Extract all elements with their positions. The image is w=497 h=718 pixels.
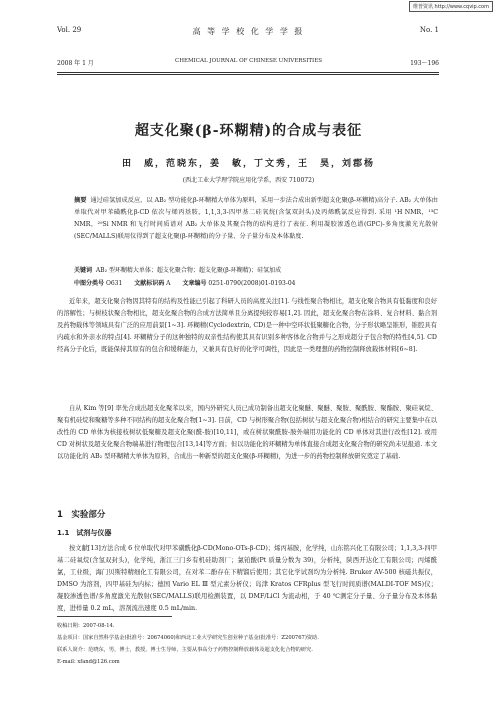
- journal-title-en: CHEMICAL JOURNAL OF CHINESE UNIVERSITIES: [174, 58, 322, 64]
- footnotes: [57, 620, 437, 668]
- article-id-value: 0251-0790(2008)01-0193-04: [208, 280, 296, 287]
- header-rule: [57, 72, 439, 73]
- doc-code-value: A: [166, 280, 171, 287]
- footnote-received: 收稿日期：2007-08-14.: [57, 623, 115, 629]
- intro-paragraph-2: 自从 Kim 等[9] 率先合成出超支化聚苯以来，国内外研究人员已成功制备出超支化聚醚、聚醚、聚胺、聚酰胺、聚酯胺、聚硅氧烷、聚有机硅烷和聚糖等多种不同结构的超支化聚合物[1~3]. 目前，CD 与树形聚合物(包括树状与超支化聚合物)相结合的研究主要集中在以改性的 CD 单体为核接枝树状低聚糖及超支化聚(酰-胺)[10,11]，或在树状聚酰胺-胺外端用功能化的 CD 单体对其进行改性[12]. 或用 CD 对树状及超支化聚合物端基进行物理包合[13,14]等方面；但以功能化的环糊精为单体直接合成超支化聚合物的研究尚未见报道. 本文以功能化的 AB₂ 型环糊精大单体为原料，合成出一种新型的超支化聚(β-环糊精)，为进一步的药物控制释放研究奠定了基础.: [57, 405, 437, 461]
- footnote-rule: [57, 616, 172, 617]
- clc-label: 中图分类号: [74, 280, 105, 287]
- issue-label: No. 1: [419, 26, 439, 34]
- article-id-label: 文章编号: [182, 280, 207, 287]
- keywords-label: 关键词: [74, 267, 93, 274]
- issue-date: 2008 年 1 月: [57, 60, 94, 67]
- abstract: [74, 195, 438, 243]
- footnote-email: E-mail: xfand@126.com: [57, 659, 120, 665]
- section-heading: 1 实验部分: [57, 510, 106, 520]
- subsection-heading: 1.1 试剂与仪器: [57, 529, 112, 537]
- keywords-text: AB₂ 型环糊精大单体；超支化聚合物；超支化聚(β-环糊精)；硅氢加成: [95, 267, 282, 274]
- header-rule-thin: [57, 74, 439, 75]
- intro-paragraph-1: 近年来，超支化聚合物因其特有的结构及性能已引起了科研人员的高度关注[1]. 与线性聚合物相比，超支化聚合物具有低黏度和良好的溶解性；与树枝状聚合物相比，超支化聚合物的合成方法简单且分离提纯较容易[1,2]. 因此，超支化聚合物在涂料、复合材料、黏合剂及药物载体等领域具有广泛的应用前景[1~3]. 环糊精(Cyclodextrin, CD)是一种中空环状低聚糖化合物，分子形状略呈锥形，锥腔具有内疏水和外亲水的特点[4]. 环糊精分子的这种独特的双亲性结构使其具有识别多种客体化合物并与之形成超分子包合物的特性[4,5]. CD 经高分子化后，既能保持其原有的包合和缓释能力，又兼具有良好的化学可调性，因此是一类理想的药物控制释放载体材料[6~8].: [57, 298, 437, 354]
- footnote-contact: 联系人简介：范晓东，男，博士，教授，博士生导师，主要从事高分子药物控制释放载体及超支化化合物的研究.: [57, 647, 313, 653]
- paper-affiliation: (西北工业大学理学院应用化学系，西安 710072): [182, 177, 315, 184]
- abstract-label: 摘要: [74, 197, 87, 204]
- paper-title: 超支化聚(β-环糊精)的合成与表征: [134, 123, 363, 139]
- watermark: 维普资讯 http://www.cqvip.com: [409, 1, 493, 12]
- classification-line: [74, 278, 438, 287]
- keywords: [74, 265, 438, 274]
- abstract-text: 通过硅氢加成反应，以 AB₂ 型功能化β-环糊精大单体为原料，采用一步法合成出新型超支化聚(β-环糊精)高分子. AB₂ 大单体由单取代对甲苯磺酰化β-CD 依次与烯丙基胺，1,1,3,3-四甲基二硅氧烷(含氢双封头)及丙烯酰氯反应得到. 采用 ¹H NMR，¹³C NMR，²⁹Si NMR 和飞行时间质谱对 AB₂ 大单体及其聚合物的结构进行了表征. 利用凝胶渗透色谱(GPC)-多角度激光光散射(SEC/MALLS)联用仪得到了超支化聚(β-环糊精)的分子量、分子量分布及本体黏度.: [74, 197, 438, 240]
- page-range: 193～196: [410, 60, 439, 67]
- paper-authors: 田 威，范晓东，姜 敏，丁文秀，王 昊，刘郡杨: [121, 159, 375, 169]
- experimental-paragraph: 按文献[13]方法合成 6 位单取代对甲苯磺酰化β-CD(Mono-OTs-β-CD)；烯丙基胺，化学纯，山东铭兴化工有限公司；1,1,3,3-四甲基二硅氧烷(含氢双封头)，化学纯，浙江三门乡有机硅助剂厂；氯铂酸(Pt 质量分数为 39)，分析纯，陕西开达化工有限公司；丙烯酰氯，工业级，海门贝斯特精细化工有限公司，在对苯二酚存在下精馏后使用；其它化学试剂均为分析纯. Bruker AV-500 核磁共振仪，DMSO 为溶剂，四甲基硅为内标；德国 Vario EL Ⅲ 型元素分析仪；岛津 Kratos CFRplus 型飞行时间质谱(MALDI-TOF MS)仪；凝胶渗透色谱/多角度激光光散射(SEC/MALLS)联用检测装置，以 DMF/LiCl 为流动相，于 40 ℃测定分子量、分子量分布及本体黏度，进样量 0.2 mL，溶剂流出速度 0.5 mL/min.: [57, 545, 437, 613]
- volume-label: Vol. 29: [57, 26, 82, 34]
- doc-code-label: 文献标识码: [134, 280, 165, 287]
- footnote-funding: 基金项目：国家自然科学基金(批准号：20674060)和西北工业大学研究生创业种子基金(批准号：Z200767)资助.: [57, 635, 319, 641]
- journal-title-cn: 高 等 学 校 化 学 学 报: [192, 27, 305, 36]
- clc-value: O631: [105, 280, 123, 287]
